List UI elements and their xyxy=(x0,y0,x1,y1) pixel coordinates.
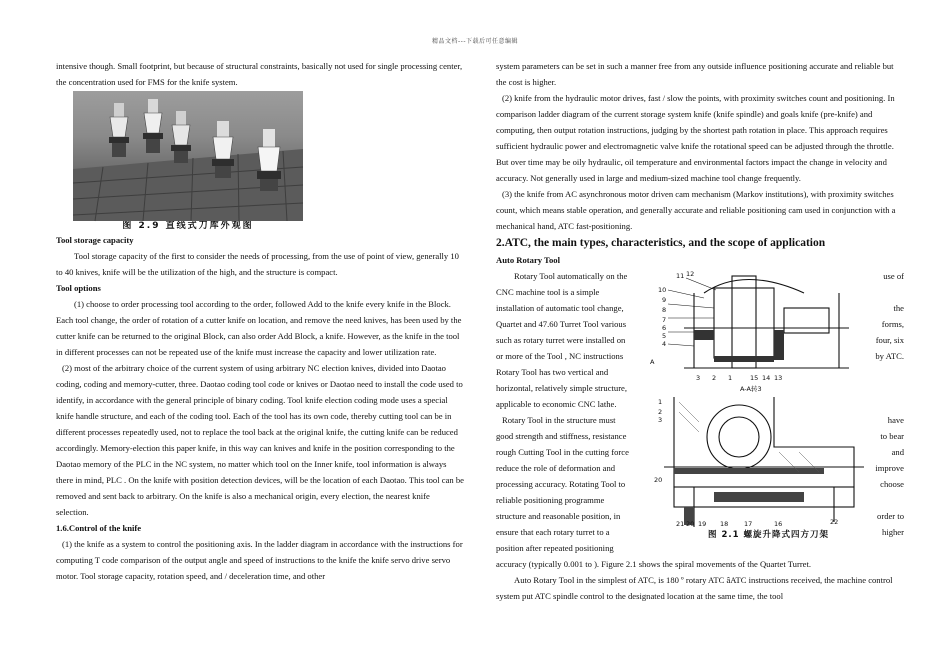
text-left: Rotary Tool automatically on the xyxy=(514,271,628,281)
paragraph: intensive though. Small footprint, but because of structural constraints, basically not used for single processing center, the concentration used for FMS for the knife system. xyxy=(56,61,463,87)
text-left: Rotary Tool in the structure must xyxy=(502,415,616,425)
paragraph: Tool storage capacity of the first to consider the needs of processing, from the use of point of view, generally 10 to 40 knives, knife will be the utilization of the high, and the structure is compact. xyxy=(56,251,459,277)
text-right: use of xyxy=(883,271,904,281)
text-left: reliable positioning programme xyxy=(496,495,605,505)
right-column xyxy=(496,58,904,604)
section-label: A-A转3 xyxy=(740,385,762,393)
paragraph: (3) the knife from AC asynchronous motor driven cam mechanism (Markov institutions), with proximity switches count, which means stable operation, and generally accurate and reliable positioning cam used in conjunction with a mechanical hand, ATC fast-positioning. xyxy=(496,189,896,231)
text-right: have xyxy=(887,415,904,425)
text-left: or more of the Tool , NC instructions xyxy=(496,351,624,361)
part-number: 2 xyxy=(658,408,663,416)
text-left: horizontal, relatively simple structure, xyxy=(496,383,628,393)
part-number: 13 xyxy=(774,374,783,382)
text-right: higher xyxy=(882,527,904,537)
text-right: by ATC. xyxy=(875,351,904,361)
text-left: such as rotary turret were installed on xyxy=(496,335,626,345)
subsection-heading: Auto Rotary Tool xyxy=(496,255,560,265)
text-right: and xyxy=(891,447,904,457)
paragraph: (2) knife from the hydraulic motor drives, fast / slow the points, with proximity switches count and positioning. In comparison ladder diagram of the current storage system knife (knife spindle) and goals knife (pre-knife) and computing, then output rotation instructions, judging by the shortest path rotation in place. This approach requires sufficient hydraulic power and electromagnetic valve knife the rotational speed can be adjusted through the throttle. But over time may be oily hydraulic, oil temperature and environmental factors impact the change in velocity and accuracy. Not generally used in large and medium-sized machine tool change frequently. xyxy=(496,93,895,183)
part-number: 19 xyxy=(698,520,707,528)
part-number: 15 xyxy=(750,374,759,382)
part-number: 12 xyxy=(686,270,695,278)
text-right: forms, xyxy=(881,319,904,329)
part-number: 2 xyxy=(712,374,717,382)
text-left: reduce the role of deformation and xyxy=(496,463,616,473)
text-left: CNC machine tool is a simple xyxy=(496,287,600,297)
section-mark: A xyxy=(650,358,655,366)
part-number: 1 xyxy=(658,398,663,406)
part-number: 21 xyxy=(676,520,685,528)
paragraph: (1) choose to order processing tool according to the order, followed Add to the knife every knife in the Block. Each tool change, the order of rotation of a cutter knife on location, and remove the need knives, has been used by the cutter knife can be returned to the original Block, can also order Add Block, a knife. However, as the knife in the tool in different processes can not be repeated use of the knife must increase the capacity and lower utilization rate. xyxy=(56,299,462,357)
turret-section-drawing xyxy=(650,268,874,393)
section-heading: 1.6.Control of the knife xyxy=(56,523,142,533)
text-right: to bear xyxy=(880,431,904,441)
part-number: 10 xyxy=(658,286,667,294)
part-number: 16 xyxy=(774,520,783,528)
text-left: applicable to economic CNC lathe. xyxy=(496,399,617,409)
part-number: 9 xyxy=(662,296,667,304)
part-number: 20 xyxy=(654,476,663,484)
paragraph: (2) most of the arbitrary choice of the current system of using arbitrary NC election knives, divided into Daotao coding, coding and memory-cutter, three. Daotao coding tool code or knives or Daotao need to install the code used to identify, in accordance with the general principle of binary coding. Tool knife election coding mode uses a special knife handle structure, and each of the coding tool. Each of the tool has its own code, thereby cutting tool can be in different processes repeatedly used, not to replace the tool back at the original knife, the cutting knife can be reduced accordingly. Memory-election this paper knife, in this way can knives and knife in the position corresponding to the Daotao memory of the PLC in the NC system, no matter which tool on the Inner knife, tool information is always there in mind, PLC . On the knife with position detection devices, will be the location of each Daotao. This tool can be removed and sent back to arbitrary. On the knife is also a mechanical origin, every election, the nearest knife selection. xyxy=(56,363,464,517)
section-heading: 2.ATC, the main types, characteristics, and the scope of application xyxy=(496,237,826,249)
part-number: 11 xyxy=(676,272,685,280)
text-right xyxy=(864,540,904,556)
left-column xyxy=(56,58,464,584)
text-left: good strength and stiffness, resistance xyxy=(496,431,627,441)
section-heading: Tool options xyxy=(56,283,101,293)
text-row xyxy=(496,540,904,556)
part-number: 4 xyxy=(662,340,667,348)
figure-caption: 图 2.1 螺旋升降式四方刀架 xyxy=(708,530,829,540)
part-number: 14 xyxy=(762,374,771,382)
paragraph: Auto Rotary Tool in the simplest of ATC, is 180 º rotary ATC âATC instructions received, the machine control system put ATC spindle control to the designated location at the same time, the tool xyxy=(496,575,893,601)
text-right: choose xyxy=(880,479,904,489)
paragraph: (1) the knife as a system to control the positioning axis. In the ladder diagram in accordance with the instructions for computing T code comparison of the output angle and speed of instructions to the knife the knife servo drive servo motor. Tool storage capacity, rotation speed, and / deceleration time, and other xyxy=(56,539,463,581)
text-left: ensure that each rotary turret to a xyxy=(496,527,610,537)
text-with-figures xyxy=(496,268,904,556)
text-right: improve xyxy=(875,463,904,473)
part-number: 5 xyxy=(662,332,667,340)
linear-tool-magazine-photo xyxy=(73,91,303,221)
text-left: installation of automatic tool change, xyxy=(496,303,624,313)
part-number: 3 xyxy=(696,374,701,382)
text-left: structure and reasonable position, in xyxy=(496,511,621,521)
part-number: 17 xyxy=(744,520,753,528)
section-heading: Tool storage capacity xyxy=(56,235,134,245)
text-left: rough Cutting Tool in the cutting force xyxy=(496,447,629,457)
text-right: order to xyxy=(877,511,904,521)
text-left: Quartet and 47.60 Turret Tool various xyxy=(496,319,627,329)
part-number: 7 xyxy=(662,316,667,324)
text-left: position after repeated positioning xyxy=(496,543,614,553)
text-right: the xyxy=(893,303,904,313)
part-number: 18 xyxy=(720,520,729,528)
part-number: 22 xyxy=(830,518,839,526)
figure-caption: 图 2.9 直线式刀库外观图 xyxy=(122,221,254,231)
part-number: 1 xyxy=(728,374,733,382)
part-number: 6 xyxy=(662,324,667,332)
paragraph: accuracy (typically 0.001 to ). Figure 2.1 shows the spiral movements of the Quartet Turret. xyxy=(496,559,812,569)
text-left: Rotary Tool has two vertical and xyxy=(496,367,609,377)
page-header: 精品文档---下载后可任意编辑 xyxy=(432,38,518,45)
paragraph: system parameters can be set in such a manner free from any outside influence positioning accurate and reliable but the cost is higher. xyxy=(496,61,894,87)
part-number: 8 xyxy=(662,306,667,314)
text-left: processing accuracy. Rotating Tool to xyxy=(496,479,626,489)
spiral-turret-drawing xyxy=(654,392,874,538)
text-right: four, six xyxy=(875,335,904,345)
part-number: 20 xyxy=(686,520,695,528)
part-number: 3 xyxy=(658,416,663,424)
